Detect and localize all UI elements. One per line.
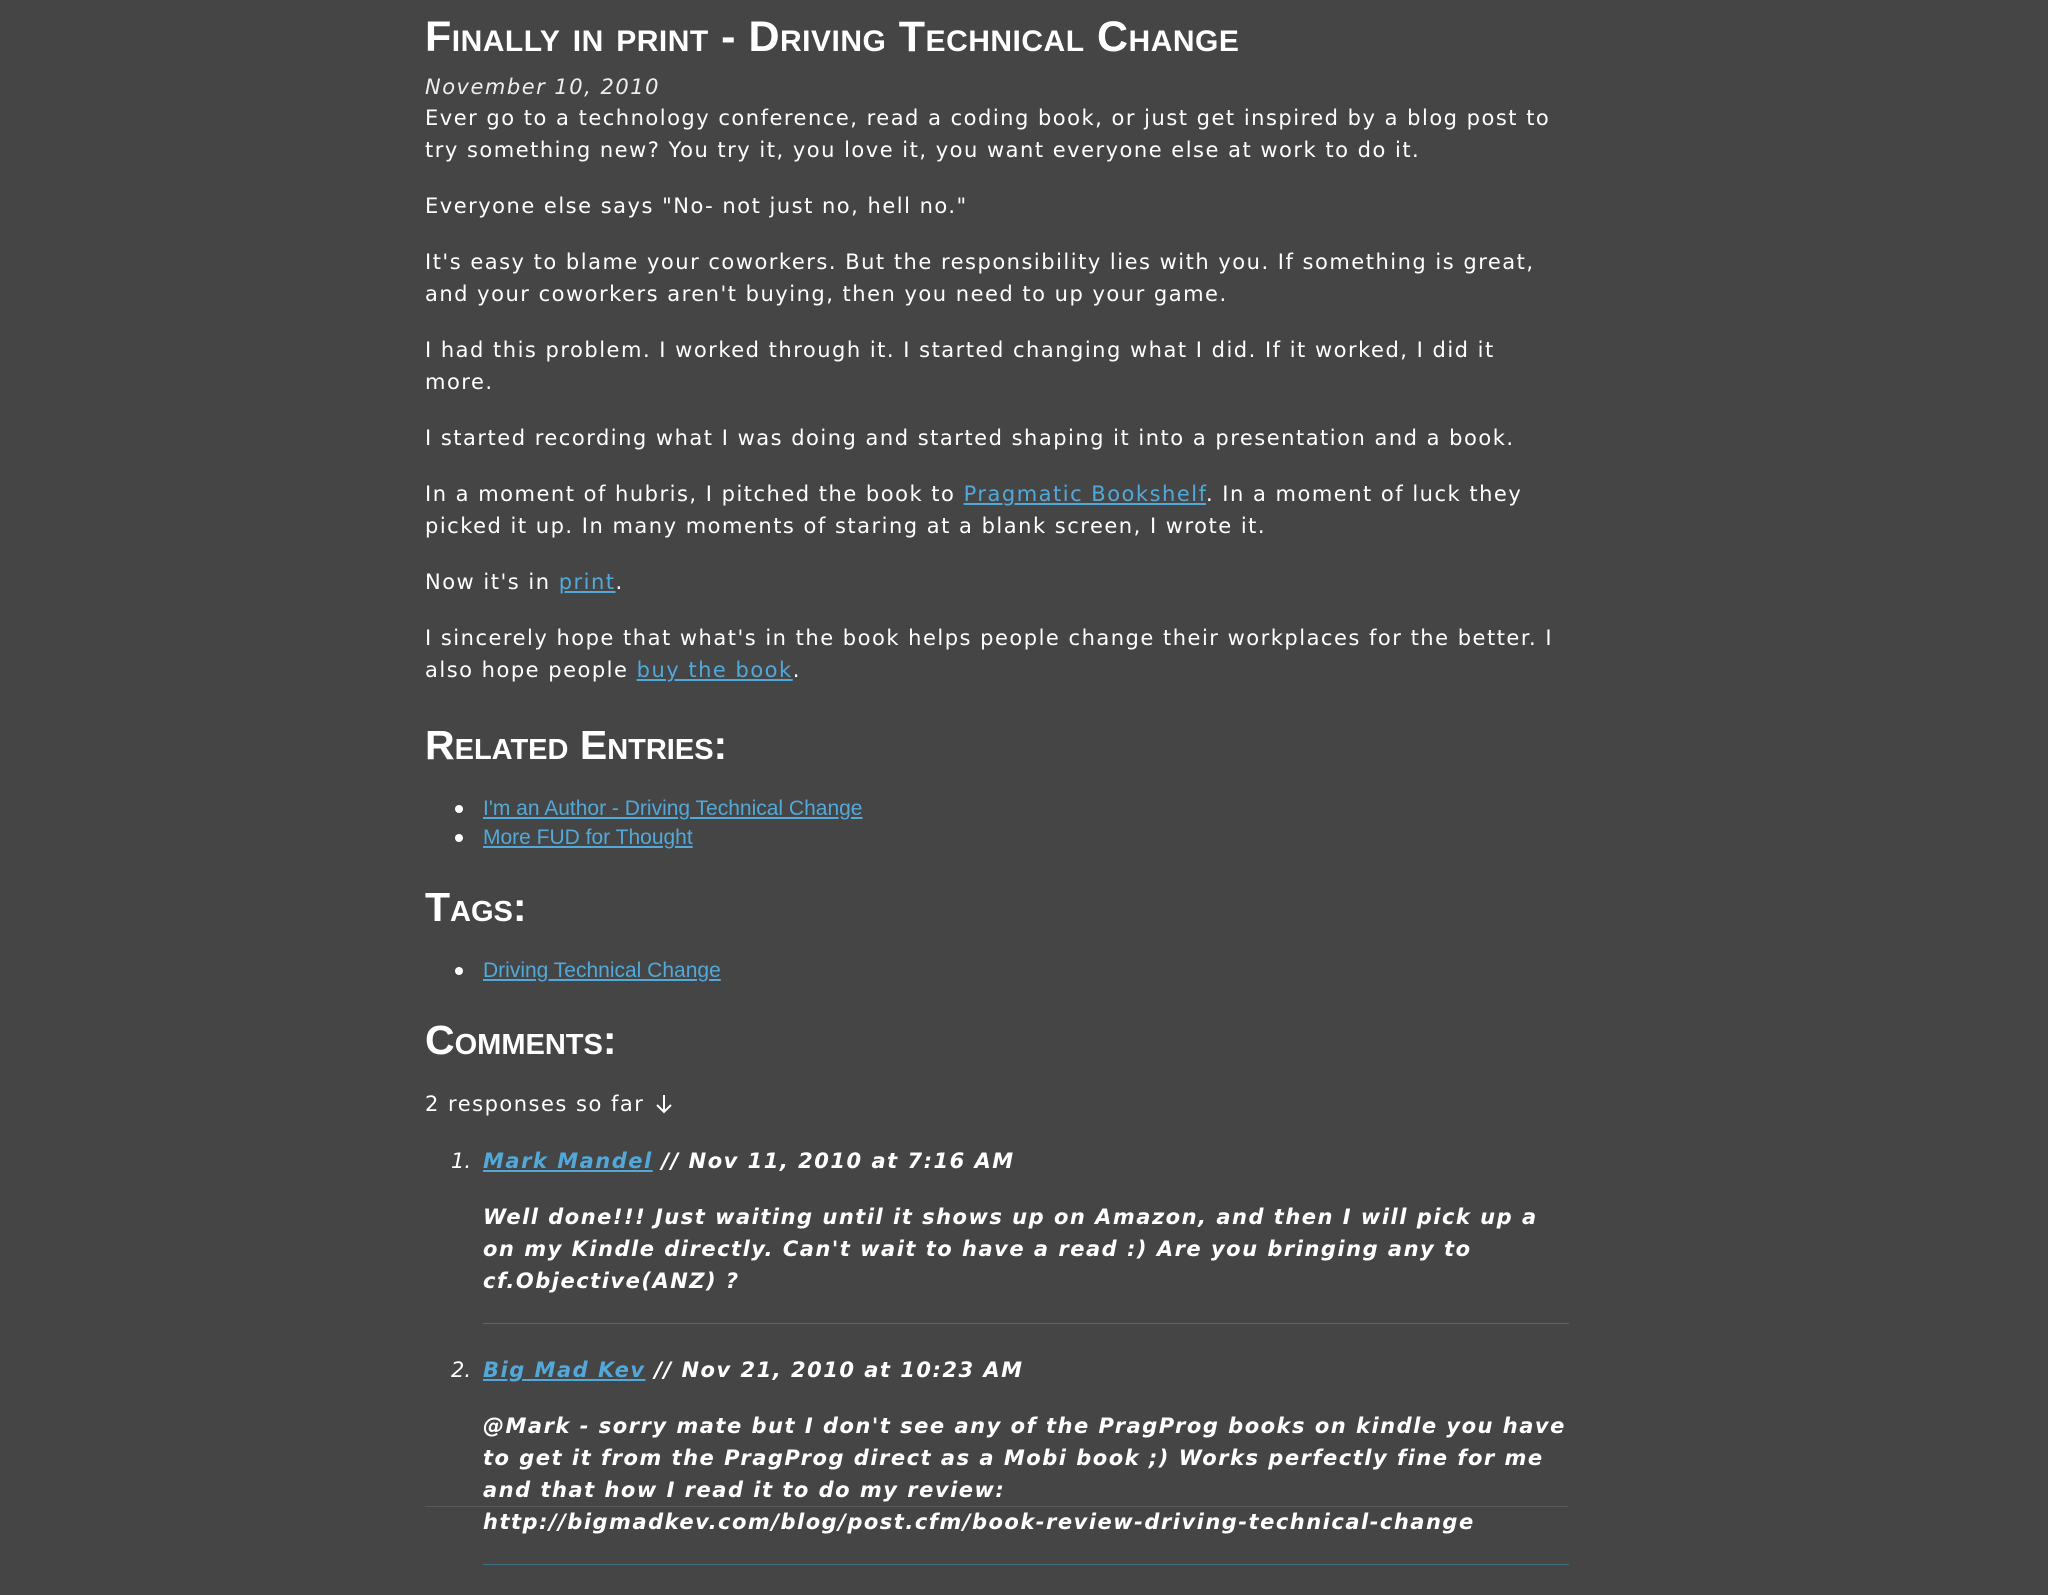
- comment-divider: [483, 1323, 1569, 1324]
- arrow-down-icon[interactable]: [654, 1092, 674, 1116]
- comments-list: [425, 1145, 1568, 1565]
- comment-date: // Nov 21, 2010 at 10:23 AM: [645, 1358, 1024, 1382]
- comment: [425, 1354, 1568, 1565]
- tags-list: [425, 956, 1568, 985]
- paragraph-text: .: [792, 658, 801, 682]
- paragraph: [425, 478, 1568, 542]
- print-link[interactable]: print: [558, 570, 616, 594]
- paragraph-text: I sincerely hope that what's in the book helps people change their workplaces for the better. I also hope people: [425, 626, 1554, 682]
- related-entries-list: [425, 794, 1568, 852]
- comment-text: Well done!!! Just waiting until it shows up on Amazon, and then I will pick up a on my Kindle directly. Can't wait to have a read :) Are you bringing any to cf.Objective(ANZ) ?: [483, 1205, 1538, 1293]
- paragraph: Everyone else says "No- not just no, hell no.": [425, 194, 968, 218]
- comment-text: @Mark - sorry mate but I don't see any of the PragProg books on kindle you have to get it from the PragProg direct as a Mobi book ;) Works perfectly fine for me and that how I read it to do my review: http://bigmadkev.com/blog/post.cfm/book-review-driving-technical-change: [483, 1414, 1566, 1534]
- paragraph-text: In a moment of hubris, I pitched the book to: [425, 482, 964, 506]
- comment-meta: [483, 1354, 1568, 1386]
- comment-date: // Nov 11, 2010 at 7:16 AM: [652, 1149, 1015, 1173]
- paragraph: It's easy to blame your coworkers. But the responsibility lies with you. If something is great, and your coworkers aren't buying, then you need to up your game.: [425, 250, 1535, 306]
- comment: [425, 1145, 1568, 1324]
- related-entries-heading: Related Entries:: [425, 722, 728, 768]
- related-entry-link[interactable]: More FUD for Thought: [483, 826, 693, 849]
- post-title: Finally in print - Driving Technical Change: [425, 13, 1240, 61]
- related-entry-link[interactable]: I'm an Author - Driving Technical Change: [483, 797, 863, 820]
- tags-heading: Tags:: [425, 884, 527, 930]
- comment-meta: [483, 1145, 1568, 1177]
- paragraph-text: .: [615, 570, 624, 594]
- post-body: [425, 102, 1568, 686]
- paragraph: [425, 566, 1568, 598]
- list-item: [483, 956, 1568, 985]
- comments-heading: Comments:: [425, 1017, 617, 1063]
- comment-number: 2.: [451, 1358, 472, 1382]
- page-divider: [425, 1506, 1568, 1507]
- list-item: [483, 823, 1568, 852]
- comment-author-link[interactable]: Mark Mandel: [483, 1149, 653, 1173]
- comment-divider: [483, 1564, 1569, 1565]
- paragraph: [425, 622, 1568, 686]
- responses-count: [425, 1089, 1568, 1119]
- paragraph-text: Now it's in: [425, 570, 559, 594]
- blog-post: [425, 0, 1568, 1595]
- paragraph: Ever go to a technology conference, read a coding book, or just get inspired by a blog post to try something new? You try it, you love it, you want everyone else at work to do it.: [425, 106, 1551, 162]
- pragmatic-bookshelf-link[interactable]: Pragmatic Bookshelf: [963, 482, 1206, 506]
- paragraph-text: . In a moment of luck they picked it up. In many moments of staring at a blank screen, I wrote it.: [425, 482, 1523, 538]
- comment-author-link[interactable]: Big Mad Kev: [483, 1358, 646, 1382]
- paragraph: I had this problem. I worked through it. I started changing what I did. If it worked, I did it more.: [425, 338, 1495, 394]
- comment-number: 1.: [451, 1149, 472, 1173]
- list-item: [483, 794, 1568, 823]
- buy-the-book-link[interactable]: buy the book: [636, 658, 793, 682]
- responses-label: 2 responses so far: [425, 1092, 645, 1116]
- paragraph: I started recording what I was doing and started shaping it into a presentation and a book.: [425, 426, 1515, 450]
- tag-link[interactable]: Driving Technical Change: [483, 959, 721, 982]
- post-date: November 10, 2010: [425, 75, 660, 99]
